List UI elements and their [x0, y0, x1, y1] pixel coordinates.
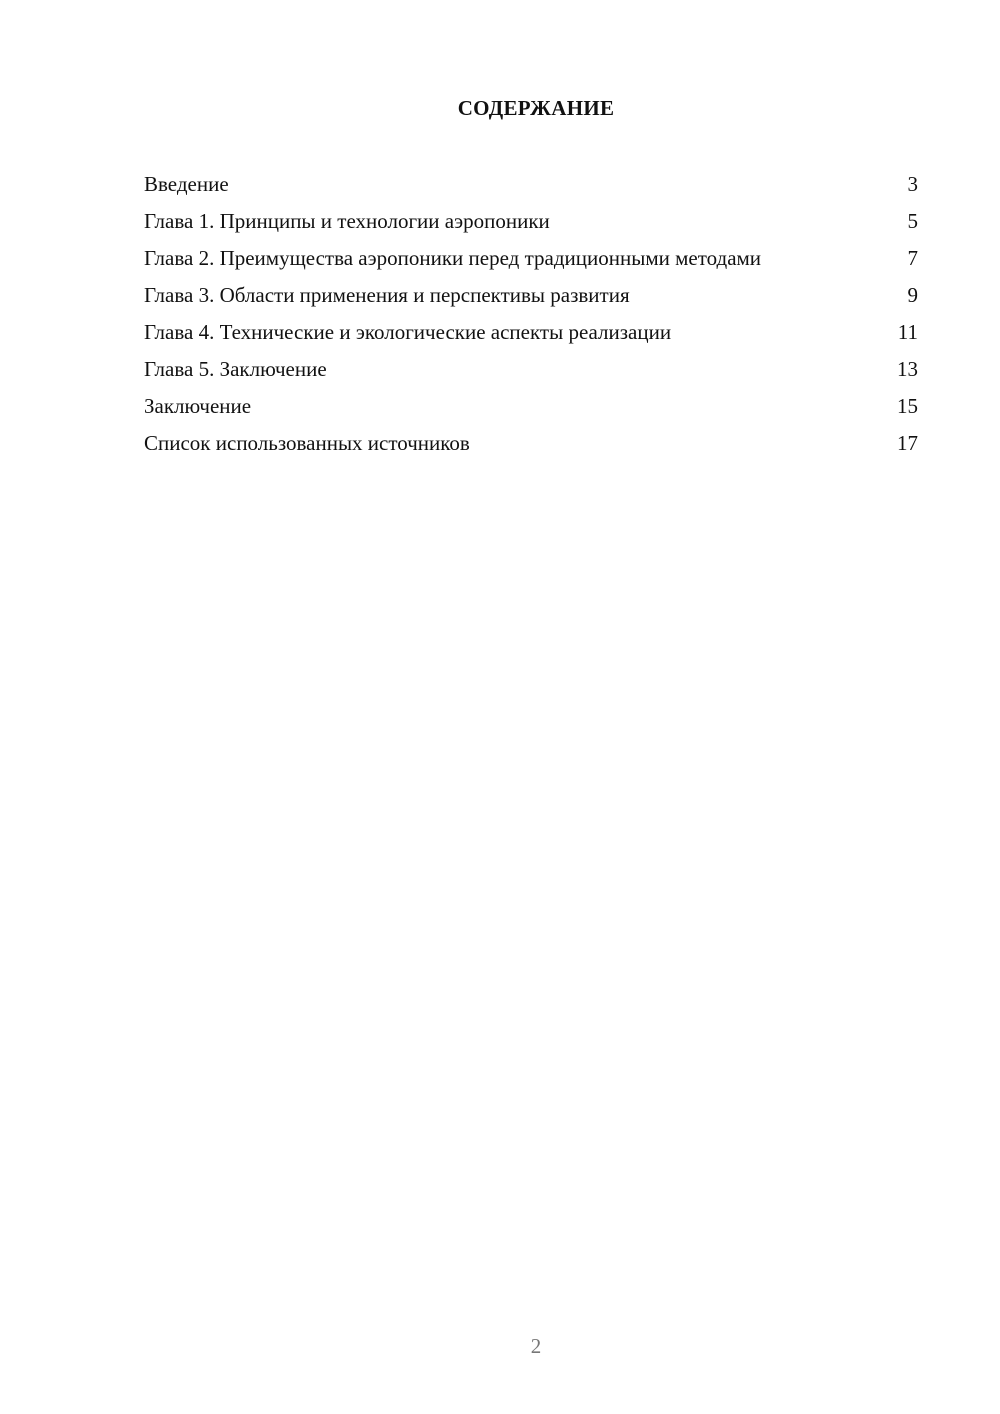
- toc-entry-label: Глава 1. Принципы и технологии аэропоники: [144, 209, 550, 233]
- toc-entry-chapter-4[interactable]: [144, 319, 918, 345]
- toc-entry-page: 17: [897, 431, 918, 455]
- toc-entry-label: Глава 3. Области применения и перспективы развития: [144, 283, 630, 307]
- toc-entry-page: 3: [907, 172, 918, 196]
- toc-entry-chapter-1[interactable]: [144, 208, 918, 234]
- page-title: СОДЕРЖАНИЕ: [457, 96, 615, 120]
- toc-entry-references[interactable]: [144, 430, 918, 456]
- table-of-contents: [144, 171, 918, 467]
- toc-entry-label: Глава 5. Заключение: [144, 357, 327, 381]
- toc-entry-label: Введение: [144, 172, 229, 196]
- toc-entry-page: 9: [907, 283, 918, 307]
- toc-entry-page: 13: [897, 357, 918, 381]
- toc-entry-label: Глава 4. Технические и экологические аспекты реализации: [144, 320, 672, 344]
- page-number: 2: [530, 1334, 542, 1358]
- toc-entry-chapter-3[interactable]: [144, 282, 918, 308]
- toc-entry-label: Глава 2. Преимущества аэропоники перед традиционными методами: [144, 246, 762, 270]
- toc-entry-label: Список использованных источников: [144, 431, 470, 455]
- toc-entry-page: 11: [897, 320, 918, 344]
- toc-entry-page: 7: [907, 246, 918, 270]
- toc-entry-chapter-2[interactable]: [144, 245, 918, 271]
- toc-entry-label: Заключение: [144, 394, 252, 418]
- toc-entry-introduction[interactable]: [144, 171, 918, 197]
- toc-entry-conclusion[interactable]: [144, 393, 918, 419]
- toc-entry-chapter-5[interactable]: [144, 356, 918, 382]
- toc-entry-page: 15: [897, 394, 918, 418]
- toc-entry-page: 5: [907, 209, 918, 233]
